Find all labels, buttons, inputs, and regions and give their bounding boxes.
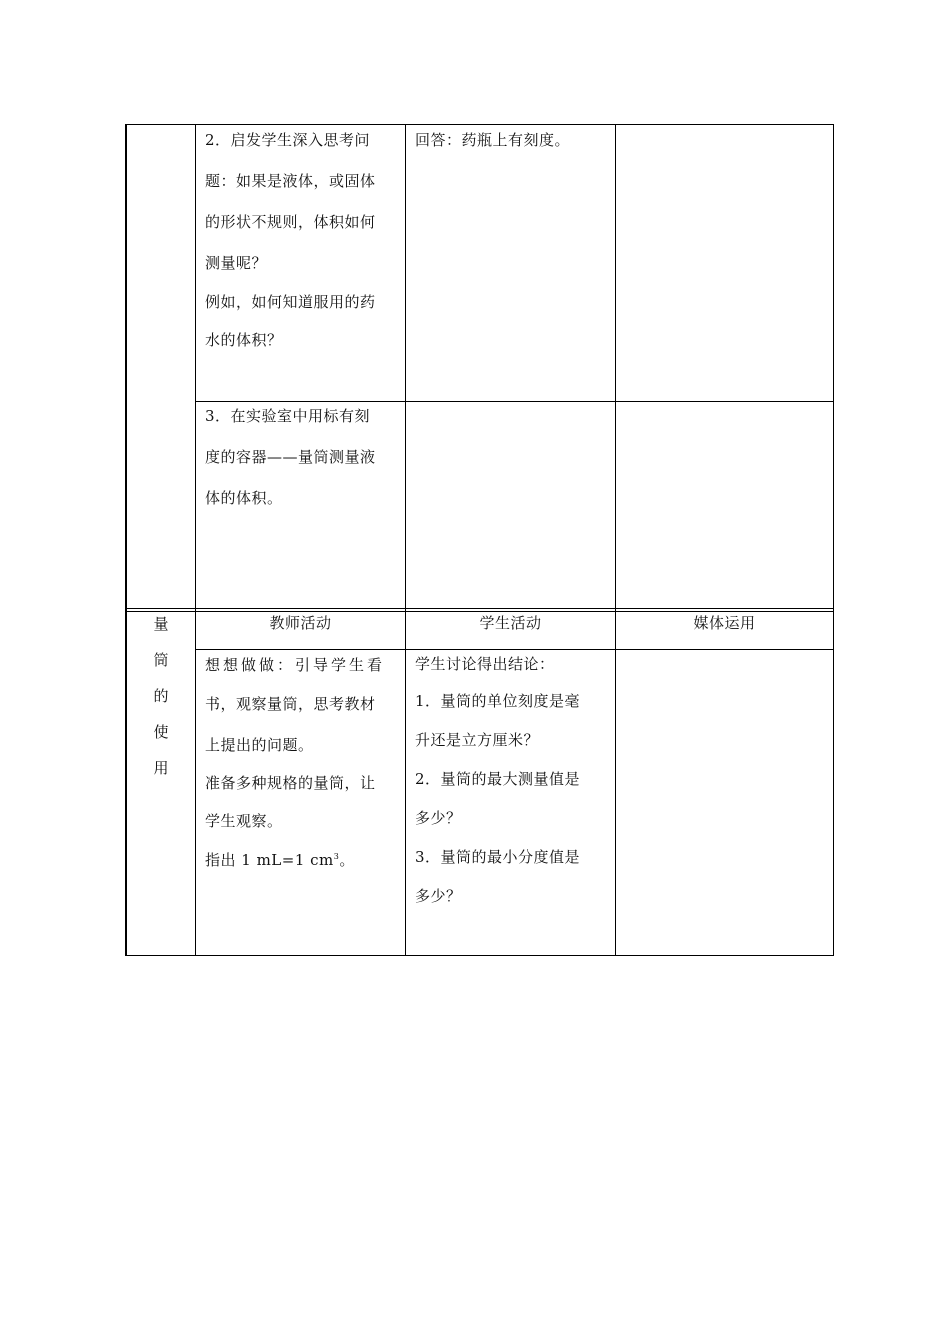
column-divider-2 [405,125,406,956]
upper-row1-student-cell [415,120,610,161]
header-media-use: 媒体运用 [693,614,756,632]
text-line: 上提出的问题。 [205,736,314,754]
text-line: 学生讨论得出结论： [415,655,555,673]
text-line: 1．量筒的单位刻度是毫 [415,692,581,710]
text-line: 度的容器——量筒测量液 [205,448,376,466]
text-line: 2．启发学生深入思考问 [205,131,371,149]
section-label-char: 量 [153,615,169,633]
text-line: 准备多种规格的量筒，让 [205,774,376,792]
column-divider-1 [195,125,196,956]
section-label-char: 使 [153,723,169,741]
text-line: 例如，如何知道服用的药 [205,293,376,311]
text-line: 题：如果是液体，或固体 [205,172,376,190]
text-line: 的形状不规则，体积如何 [205,213,376,231]
text-line: 测量呢？ [205,254,268,272]
text-line: 多少？ [415,809,462,827]
section-label-char: 筒 [153,651,169,669]
formula-superscript: 3 [333,852,340,861]
text-line: 水的体积？ [205,331,283,349]
section-label-char: 用 [153,759,169,777]
text-line: 多少？ [415,887,462,905]
header-student-activity: 学生活动 [479,614,542,632]
lower-student-cell [415,646,610,916]
text-line: 升还是立方厘米？ [415,731,540,749]
lower-teacher-cell [205,646,400,878]
text-line: 想想做做：引导学生看 [205,656,386,674]
text-line: 3．在实验室中用标有刻 [205,407,371,425]
upper-row2-teacher-cell [205,396,400,519]
section-label-vertical [126,606,196,786]
text-line: 书，观察量筒，思考教材 [205,695,376,713]
column-divider-3 [615,125,616,956]
upper-row1-teacher-cell [205,120,400,361]
text-line: 回答：药瓶上有刻度。 [415,131,571,149]
section-label-char: 的 [153,687,169,705]
text-line: 体的体积。 [205,489,283,507]
formula-suffix: 。 [339,851,355,869]
text-line: 2．量筒的最大测量值是 [415,770,581,788]
text-line: 学生观察。 [205,812,283,830]
text-line: 3．量筒的最小分度值是 [415,848,581,866]
formula-line [205,842,400,878]
formula-text: 指出 1 mL=1 cm [205,851,334,869]
header-teacher-activity: 教师活动 [269,614,332,632]
